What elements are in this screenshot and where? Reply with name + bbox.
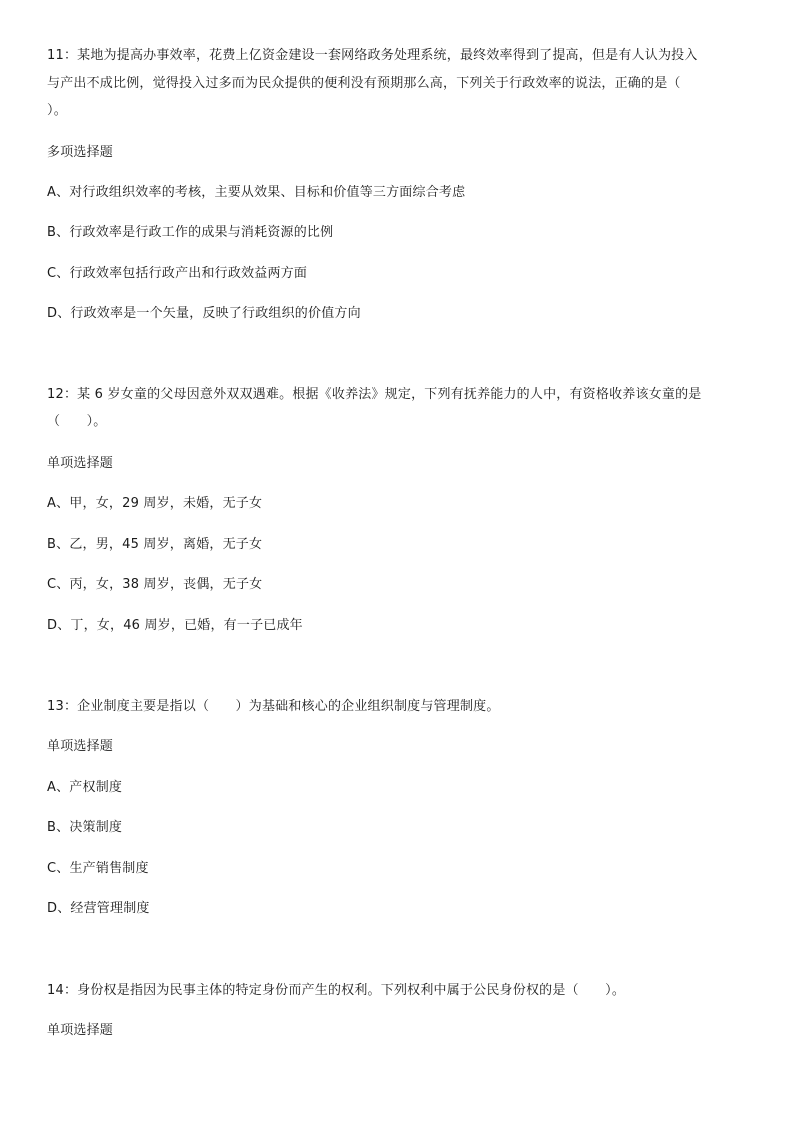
question-11-option-b: B、行政效率是行政工作的成果与消耗资源的比例 [47,225,334,240]
question-14-stem-line-1: 14：身份权是指因为民事主体的特定身份而产生的权利。下列权利中属于公民身份权的是（ ）。 [47,983,626,998]
question-11-option-a: A、对行政组织效率的考核，主要从效果、目标和价值等三方面综合考虑 [47,185,466,200]
question-12-type: 单项选择题 [47,456,114,471]
question-12-stem-line-1: 12：某 6 岁女童的父母因意外双双遇难。根据《收养法》规定，下列有抚养能力的人中，有资格收养该女童的是 [47,387,702,402]
question-13-type: 单项选择题 [47,739,114,754]
question-12-option-d: D、丁，女，46 周岁，已婚，有一子已成年 [47,618,303,633]
question-12-option-c: C、丙，女，38 周岁，丧偶，无子女 [47,577,263,592]
question-11-stem-line-2: 与产出不成比例，觉得投入过多而为民众提供的便利没有预期那么高，下列关于行政效率的说法，正确的是（ [47,76,681,91]
question-13-stem-line-1: 13：企业制度主要是指以（ ）为基础和核心的企业组织制度与管理制度。 [47,699,500,714]
question-12-option-a: A、甲，女，29 周岁，未婚，无子女 [47,496,263,511]
question-12-option-b: B、乙，男，45 周岁，离婚，无子女 [47,537,263,552]
question-11-option-c: C、行政效率包括行政产出和行政效益两方面 [47,266,308,281]
question-11-type: 多项选择题 [47,145,114,160]
question-13-option-b: B、决策制度 [47,820,123,835]
question-12-stem-line-2: （ ）。 [47,414,107,429]
question-13-option-c: C、生产销售制度 [47,861,149,876]
question-13-option-d: D、经营管理制度 [47,901,150,916]
question-11-option-d: D、行政效率是一个矢量，反映了行政组织的价值方向 [47,306,361,321]
question-14-type: 单项选择题 [47,1023,114,1038]
question-11-stem-line-1: 11：某地为提高办事效率，花费上亿资金建设一套网络政务处理系统，最终效率得到了提高，但是有人认为投入 [47,48,698,63]
question-13-option-a: A、产权制度 [47,780,123,795]
question-11-stem-line-3: ）。 [47,103,67,118]
